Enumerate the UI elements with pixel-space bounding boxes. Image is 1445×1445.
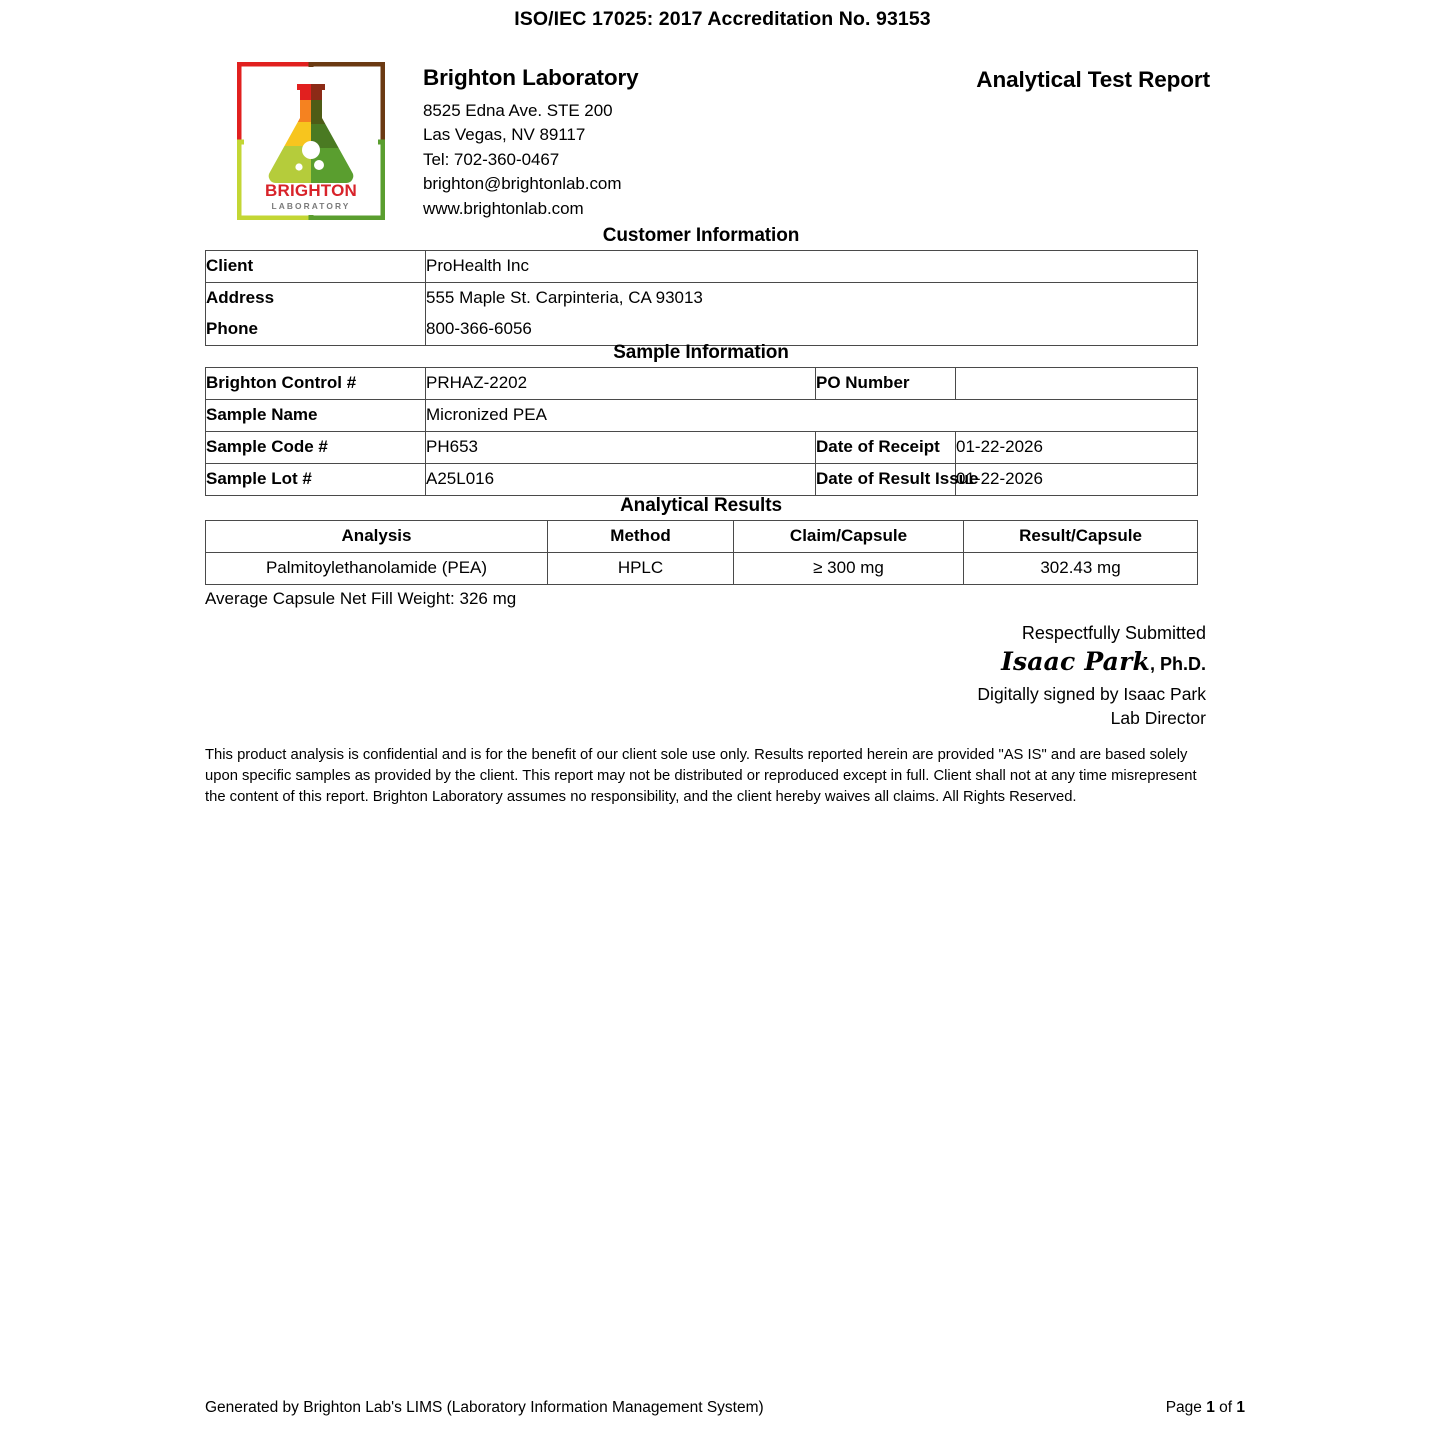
analytical-results-section bbox=[205, 496, 1197, 610]
sample-code-value: PH653 bbox=[426, 432, 816, 464]
company-address-line-2: Las Vegas, NV 89117 bbox=[423, 125, 586, 144]
po-number-label: PO Number bbox=[816, 368, 956, 400]
accreditation-header: ISO/IEC 17025: 2017 Accreditation No. 93153 bbox=[514, 8, 931, 30]
customer-section-title: Customer Information bbox=[602, 225, 800, 246]
date-of-receipt-value: 01-22-2026 bbox=[956, 432, 1198, 464]
po-number-value bbox=[956, 368, 1198, 400]
table-row bbox=[206, 400, 1198, 432]
page-footer bbox=[205, 1399, 1245, 1417]
sample-code-label: Sample Code # bbox=[206, 432, 426, 464]
company-phone: Tel: 702-360-0467 bbox=[423, 149, 560, 169]
digitally-signed-note: Digitally signed by Isaac Park bbox=[977, 684, 1206, 704]
average-fill-weight: Average Capsule Net Fill Weight: 326 mg bbox=[205, 589, 517, 608]
client-value: ProHealth Inc bbox=[426, 251, 1198, 283]
company-email: brighton@brightonlab.com bbox=[423, 174, 622, 193]
table-row bbox=[206, 314, 1198, 346]
signer-role: Lab Director bbox=[1110, 708, 1206, 728]
results-header-row bbox=[206, 521, 1198, 553]
letterhead bbox=[205, 62, 1240, 227]
sample-information-section bbox=[205, 343, 1197, 496]
sample-lot-value: A25L016 bbox=[426, 464, 816, 496]
page-total: 1 bbox=[1236, 1399, 1245, 1416]
address-value: 555 Maple St. Carpinteria, CA 93013 bbox=[426, 283, 1198, 315]
result-method: HPLC bbox=[548, 553, 734, 585]
page-prefix: Page bbox=[1165, 1399, 1207, 1416]
date-of-result-issue-label: Date of Result Issue bbox=[816, 464, 956, 496]
control-number-value: PRHAZ-2202 bbox=[426, 368, 816, 400]
signature-block bbox=[786, 620, 1206, 730]
result-value: 302.43 mg bbox=[964, 553, 1198, 585]
sample-lot-label: Sample Lot # bbox=[206, 464, 426, 496]
table-row bbox=[206, 283, 1198, 315]
table-row bbox=[206, 251, 1198, 283]
svg-text:LABORATORY: LABORATORY bbox=[271, 201, 351, 211]
sample-information-table bbox=[205, 367, 1198, 496]
company-block bbox=[423, 67, 843, 221]
result-analysis: Palmitoylethanolamide (PEA) bbox=[206, 553, 548, 585]
company-address-line-1: 8525 Edna Ave. STE 200 bbox=[423, 100, 613, 120]
date-of-result-issue-value: 01-22-2026 bbox=[956, 464, 1198, 496]
client-label: Client bbox=[206, 251, 426, 283]
disclaimer-text: This product analysis is confidential and is for the benefit of our client sole use only. Results reported herein are provided "AS IS" and are based solely upon specific samples as provided by the client. This report may not be distributed or reproduced except in full. Client shall not at any time misrepresent the content of this report. Brighton Laboratory assumes no responsibility, and the client hereby waives all claims. All Rights Reserved. bbox=[205, 747, 1197, 805]
customer-information-table bbox=[205, 250, 1198, 346]
sample-name-value: Micronized PEA bbox=[426, 400, 1198, 432]
respectfully-submitted: Respectfully Submitted bbox=[1021, 623, 1206, 643]
table-row bbox=[206, 432, 1198, 464]
sample-section-title: Sample Information bbox=[613, 342, 789, 363]
report-title: Analytical Test Report bbox=[976, 67, 1210, 92]
sample-name-label: Sample Name bbox=[206, 400, 426, 432]
result-claim: ≥ 300 mg bbox=[734, 553, 964, 585]
footer-page-number bbox=[1166, 1399, 1245, 1417]
table-row bbox=[206, 368, 1198, 400]
flask-logo-icon bbox=[237, 62, 385, 220]
footer-generated-by: Generated by Brighton Lab's LIMS (Laboratory Information Management System) bbox=[205, 1399, 764, 1416]
page-current: 1 bbox=[1206, 1399, 1215, 1416]
svg-text:BRIGHTON: BRIGHTON bbox=[265, 181, 357, 200]
results-header-claim: Claim/Capsule bbox=[734, 521, 964, 553]
signature-script: Isaac Park bbox=[1001, 647, 1150, 676]
customer-information-section bbox=[205, 226, 1197, 346]
results-header-analysis: Analysis bbox=[206, 521, 548, 553]
page-mid: of bbox=[1214, 1399, 1237, 1416]
analytical-results-table bbox=[205, 520, 1198, 585]
signature-name-row bbox=[786, 647, 1206, 681]
brighton-logo bbox=[237, 62, 385, 220]
phone-value: 800-366-6056 bbox=[426, 314, 1198, 346]
phone-label: Phone bbox=[206, 314, 426, 346]
table-row bbox=[206, 553, 1198, 585]
results-section-title: Analytical Results bbox=[620, 495, 782, 516]
address-label: Address bbox=[206, 283, 426, 315]
signature-credential: , Ph.D. bbox=[1149, 654, 1206, 674]
date-of-receipt-label: Date of Receipt bbox=[816, 432, 956, 464]
results-header-method: Method bbox=[548, 521, 734, 553]
table-row bbox=[206, 464, 1198, 496]
company-name: Brighton Laboratory bbox=[423, 65, 639, 90]
company-website: www.brightonlab.com bbox=[423, 198, 584, 218]
control-number-label: Brighton Control # bbox=[206, 368, 426, 400]
results-header-result: Result/Capsule bbox=[964, 521, 1198, 553]
